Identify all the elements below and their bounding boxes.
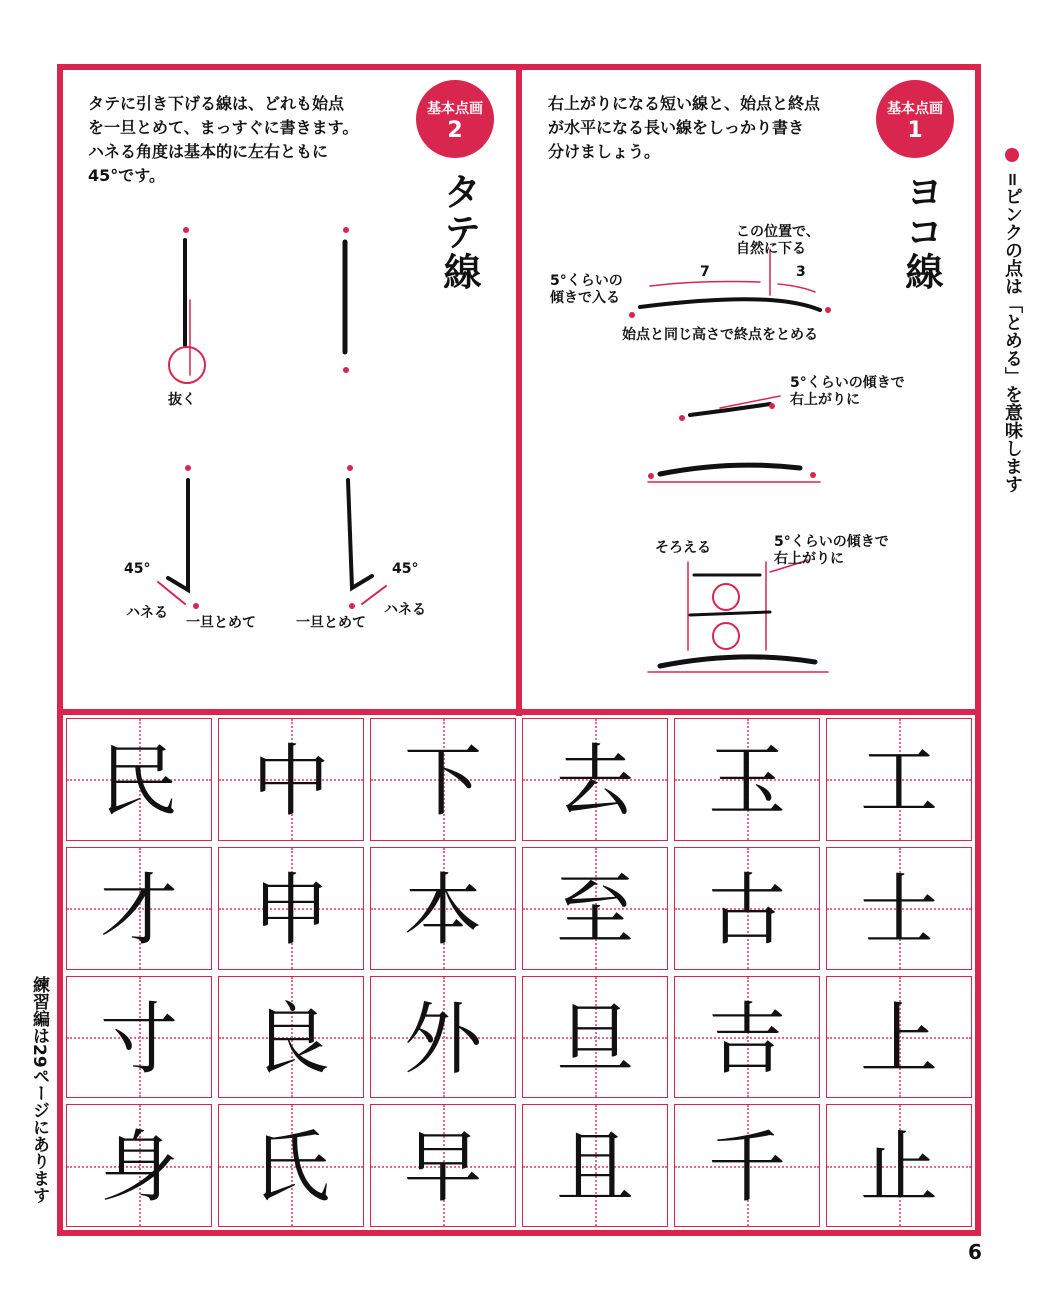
practice-cell <box>826 718 972 841</box>
practice-cell <box>218 976 364 1099</box>
practice-cell <box>66 976 212 1099</box>
model-character: 早 <box>403 1123 482 1214</box>
model-character: 玉 <box>707 737 786 827</box>
ratio-7-label: 7 <box>700 264 710 280</box>
ratio-3-label: 3 <box>796 264 806 280</box>
practice-cell <box>522 976 668 1099</box>
practice-cell <box>218 847 364 970</box>
model-character: 身 <box>99 1123 178 1214</box>
yoko-title: ヨコ線 <box>899 172 943 292</box>
tate-title: タテ線 <box>437 172 481 292</box>
practice-cell <box>522 847 668 970</box>
model-character: 上 <box>859 994 938 1085</box>
model-character: 才 <box>99 865 178 956</box>
practice-cell <box>218 1104 364 1227</box>
yoko-badge: 基本点画 1 <box>876 80 954 158</box>
model-character: 士 <box>859 865 938 956</box>
tate-badge: 基本点画 2 <box>416 80 494 158</box>
tate-description: タテに引き下げる線は、どれも始点 を一旦とめて、まっすぐに書きます。 ハネる角度は基本的に左右ともに 45°です。 <box>88 94 359 185</box>
practice-cell <box>370 1104 516 1227</box>
tilt-up-label-1: 5°くらいの傾きで 右上がりに <box>790 375 905 408</box>
pink-dot-icon <box>1005 148 1019 162</box>
practice-cell <box>826 847 972 970</box>
tilt-in-label: 5°くらいの 傾きで入る <box>550 273 623 306</box>
model-character: 民 <box>99 737 178 827</box>
practice-cell <box>674 718 820 841</box>
hane-left-label: ハネる <box>126 605 168 621</box>
model-character: 寸 <box>99 994 178 1085</box>
model-character: 氏 <box>251 1123 330 1214</box>
practice-cell <box>826 1104 972 1227</box>
practice-cell <box>826 976 972 1099</box>
practice-cell <box>66 847 212 970</box>
hane-right-label: ハネる <box>384 602 426 618</box>
same-height-label: 始点と同じ高さで終点をとめる <box>622 327 818 343</box>
practice-grid <box>63 715 975 1230</box>
tilt-up-label-2: 5°くらいの傾きで 右上がりに <box>774 534 889 567</box>
yoko-stroke-diagrams <box>640 250 828 672</box>
practice-cell <box>370 847 516 970</box>
model-character: 千 <box>707 1123 786 1214</box>
page-number: 6 <box>968 1240 982 1264</box>
nuku-label: 抜く <box>168 392 196 408</box>
model-character: 工 <box>859 737 938 827</box>
practice-cell <box>66 718 212 841</box>
pink-dot-note: =ピンクの点は「とめる」を意味します <box>985 148 1025 493</box>
practice-cell <box>370 976 516 1099</box>
model-character: 吉 <box>707 994 786 1085</box>
model-character: 下 <box>403 737 482 827</box>
model-character: 古 <box>707 865 786 956</box>
angle-left-label: 45° <box>124 561 151 577</box>
tate-stroke-diagrams <box>158 240 386 604</box>
model-character: 申 <box>251 865 330 956</box>
tate-stop-dots <box>183 227 355 609</box>
practice-cell <box>522 1104 668 1227</box>
practice-cell <box>522 718 668 841</box>
model-character: 且 <box>555 1123 634 1214</box>
practice-cell <box>218 718 364 841</box>
practice-reference-note: 練習編は29ページにあります <box>29 976 49 1204</box>
model-character: 外 <box>403 994 482 1085</box>
model-character: 中 <box>251 737 330 827</box>
ittan-right-label: 一旦とめて <box>296 615 366 631</box>
practice-cell <box>674 1104 820 1227</box>
model-character: 至 <box>555 865 634 956</box>
model-character: 去 <box>555 737 634 827</box>
model-character: 良 <box>251 994 330 1085</box>
practice-cell <box>66 1104 212 1227</box>
align-label: そろえる <box>655 540 711 556</box>
practice-cell <box>370 718 516 841</box>
position-label: この位置で、 自然に下る <box>736 224 820 257</box>
ittan-left-label: 一旦とめて <box>186 615 256 631</box>
model-character: 本 <box>403 865 482 956</box>
practice-cell <box>674 847 820 970</box>
angle-right-label: 45° <box>392 561 419 577</box>
practice-cell <box>674 976 820 1099</box>
yoko-description: 右上がりになる短い線と、始点と終点 が水平になる長い線をしっかり書き 分けましょう。 <box>548 94 821 161</box>
model-character: 止 <box>859 1123 938 1214</box>
model-character: 旦 <box>555 994 634 1085</box>
